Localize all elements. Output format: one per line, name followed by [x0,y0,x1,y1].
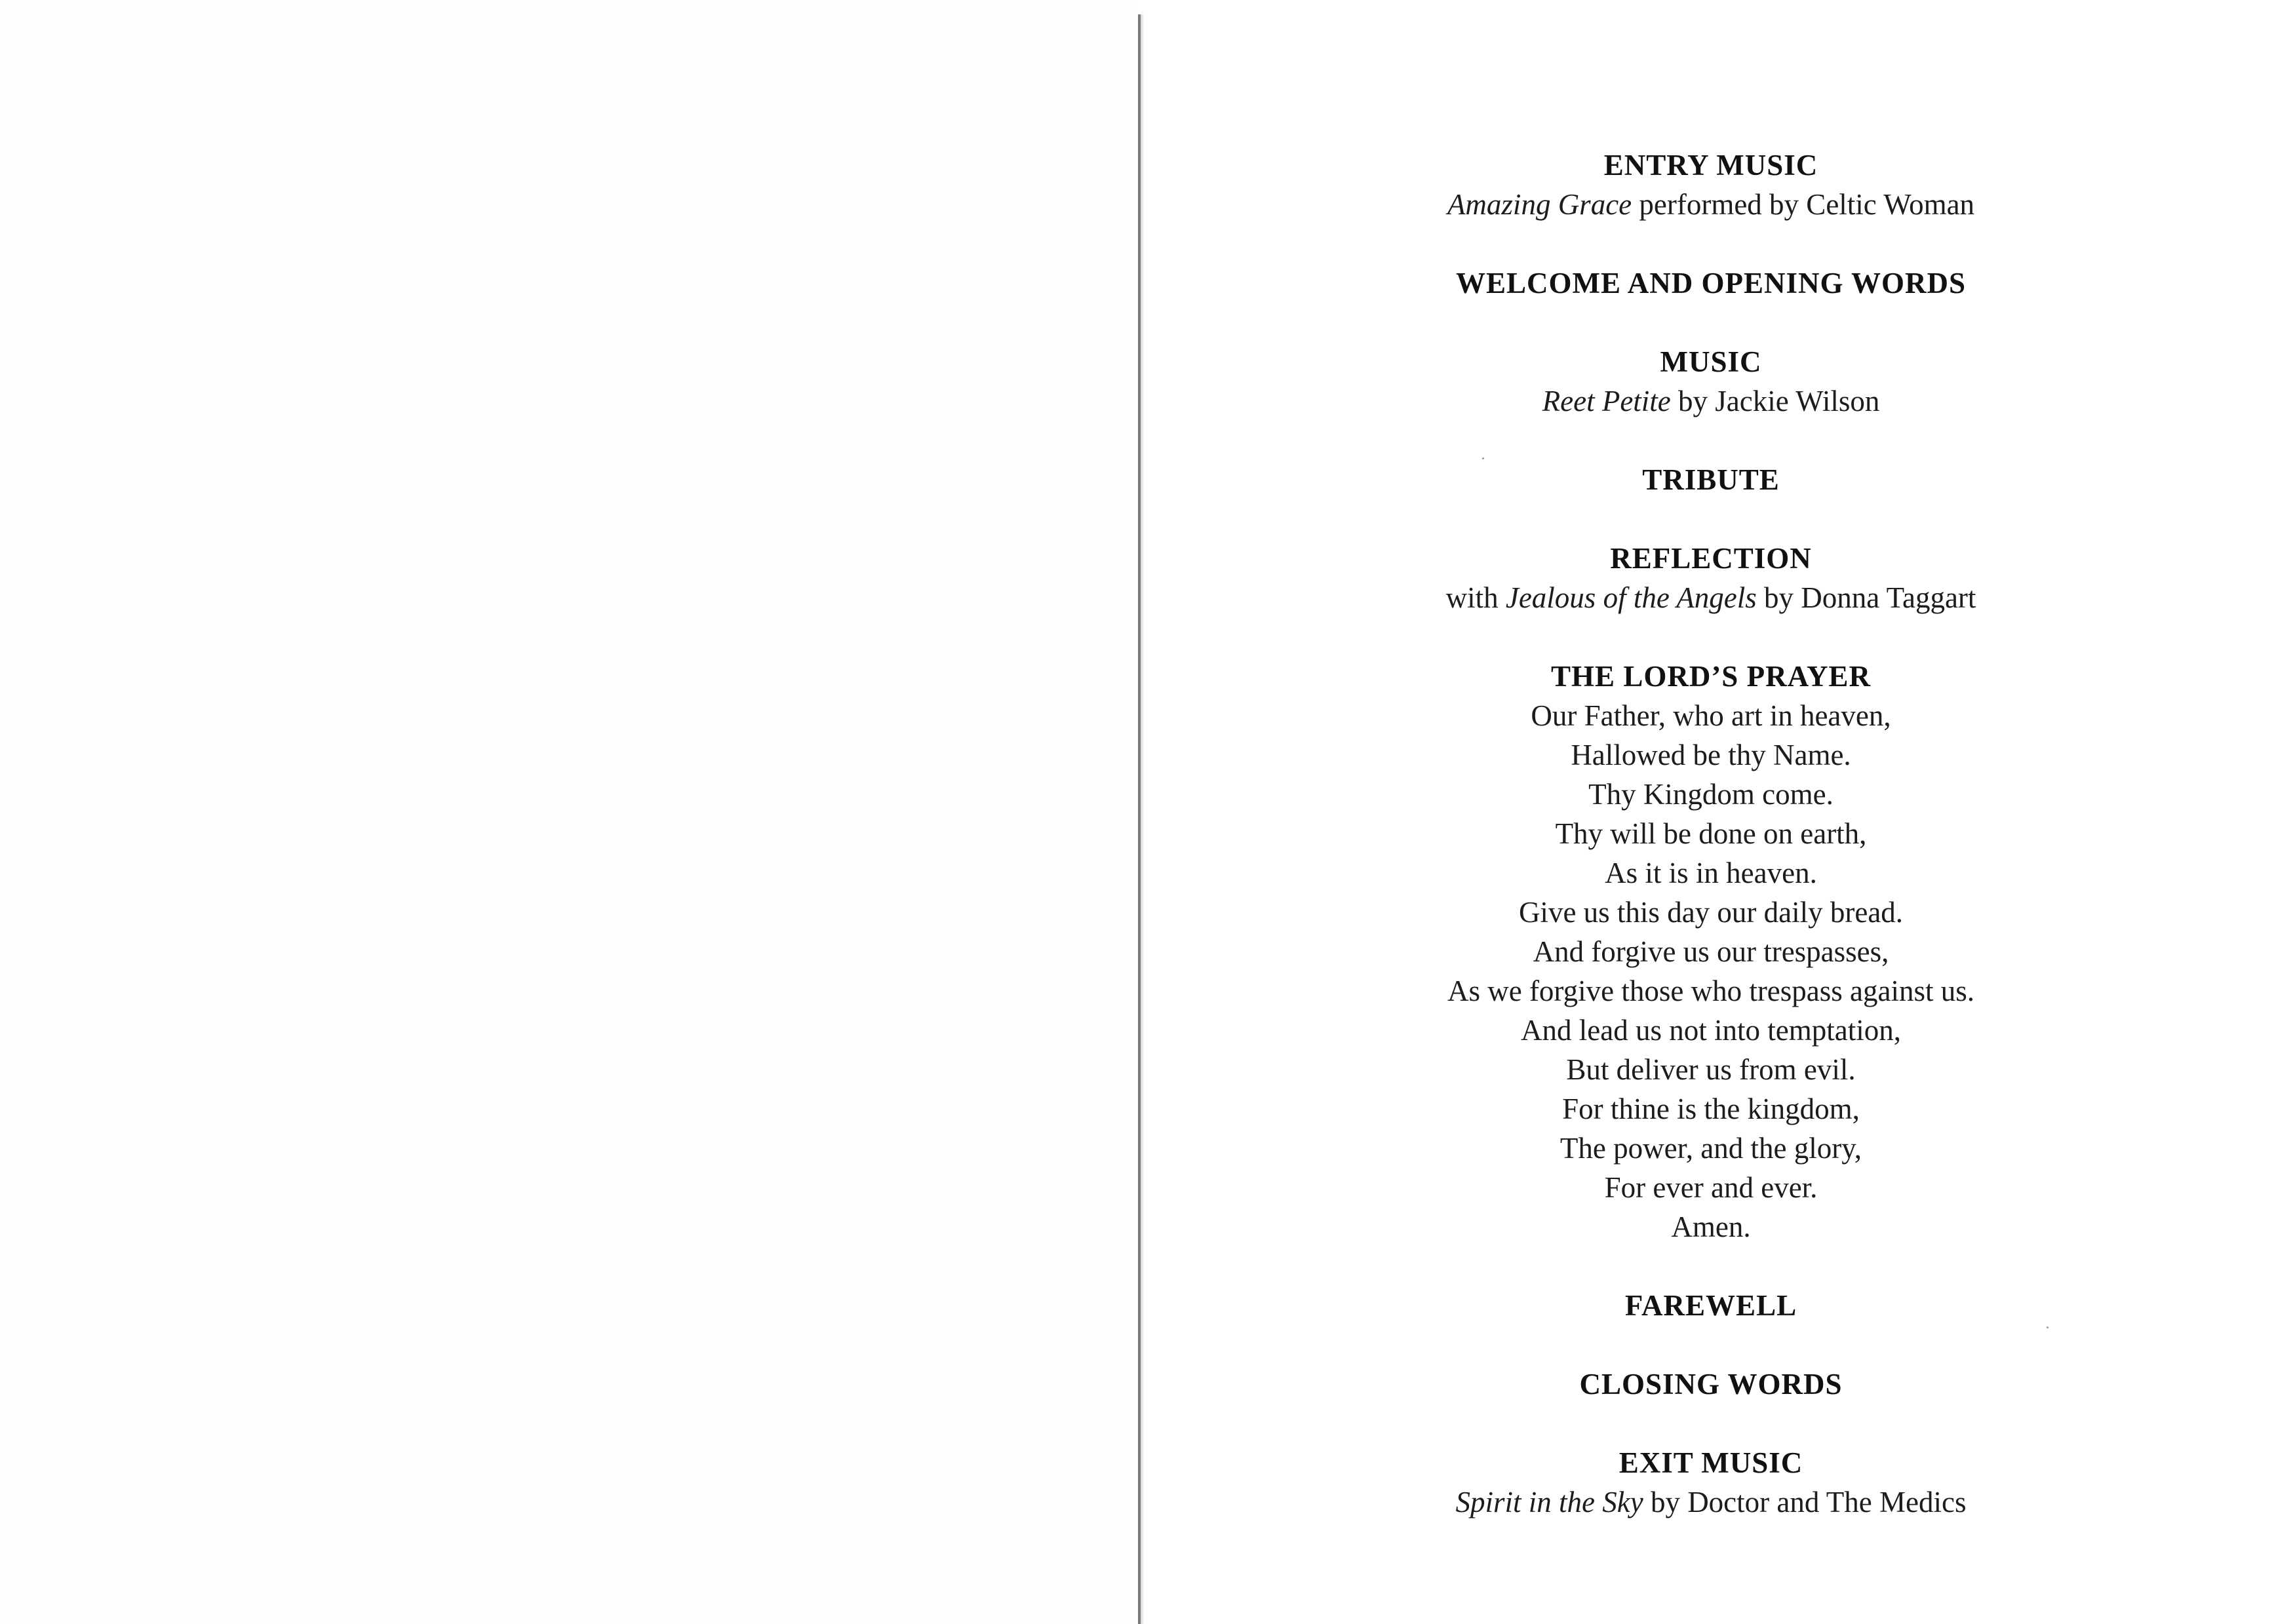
entry-music-performer: performed by Celtic Woman [1632,188,1975,221]
tribute-heading: TRIBUTE [1642,463,1780,496]
farewell-heading: FAREWELL [1624,1289,1797,1322]
entry-music-section [1285,145,2137,224]
order-of-service [1285,145,2137,1561]
music-detail [1285,381,2137,421]
lords-prayer-heading: THE LORD’S PRAYER [1551,660,1871,693]
prayer-line: Our Father, who art in heaven, [1531,699,1891,732]
exit-music-section [1285,1443,2137,1522]
exit-music-detail [1285,1482,2137,1522]
reflection-detail [1285,578,2137,617]
prayer-line: Amen. [1671,1210,1751,1243]
tribute-section [1285,460,2137,499]
prayer-line: And forgive us our trespasses, [1533,935,1889,968]
music-artist: by Jackie Wilson [1670,385,1880,417]
exit-music-heading: EXIT MUSIC [1618,1446,1803,1479]
music-section [1285,342,2137,421]
prayer-line: Thy Kingdom come. [1588,778,1834,811]
reflection-title: Jealous of the Angels [1505,581,1757,614]
closing-words-heading: CLOSING WORDS [1579,1368,1843,1401]
prayer-line: Give us this day our daily bread. [1518,896,1904,929]
reflection-artist: by Donna Taggart [1756,581,1976,614]
prayer-line: And lead us not into temptation, [1521,1014,1901,1047]
farewell-section [1285,1286,2137,1325]
lords-prayer-text [1285,696,2137,1247]
prayer-line: But deliver us from evil. [1566,1053,1856,1086]
lords-prayer-section [1285,657,2137,1247]
reflection-prefix: with [1445,581,1506,614]
prayer-line: As it is in heaven. [1605,857,1817,889]
welcome-heading: WELCOME AND OPENING WORDS [1455,267,1966,300]
music-heading: MUSIC [1660,345,1762,378]
closing-words-section [1285,1364,2137,1404]
prayer-line: As we forgive those who trespass against us. [1447,975,1975,1007]
exit-music-title: Spirit in the Sky [1455,1486,1643,1518]
reflection-heading: REFLECTION [1610,542,1812,575]
welcome-section [1285,263,2137,303]
entry-music-heading: ENTRY MUSIC [1603,149,1818,182]
reflection-section [1285,539,2137,617]
prayer-line: The power, and the glory, [1559,1132,1862,1165]
music-title: Reet Petite [1542,385,1671,417]
entry-music-detail [1285,185,2137,224]
prayer-line: Hallowed be thy Name. [1571,739,1851,771]
prayer-line: For thine is the kingdom, [1562,1092,1860,1125]
exit-music-artist: by Doctor and The Medics [1643,1486,1967,1518]
entry-music-title: Amazing Grace [1447,188,1632,221]
prayer-line: Thy will be done on earth, [1555,817,1867,850]
prayer-line: For ever and ever. [1604,1171,1818,1204]
left-page-blank [0,0,1138,1624]
